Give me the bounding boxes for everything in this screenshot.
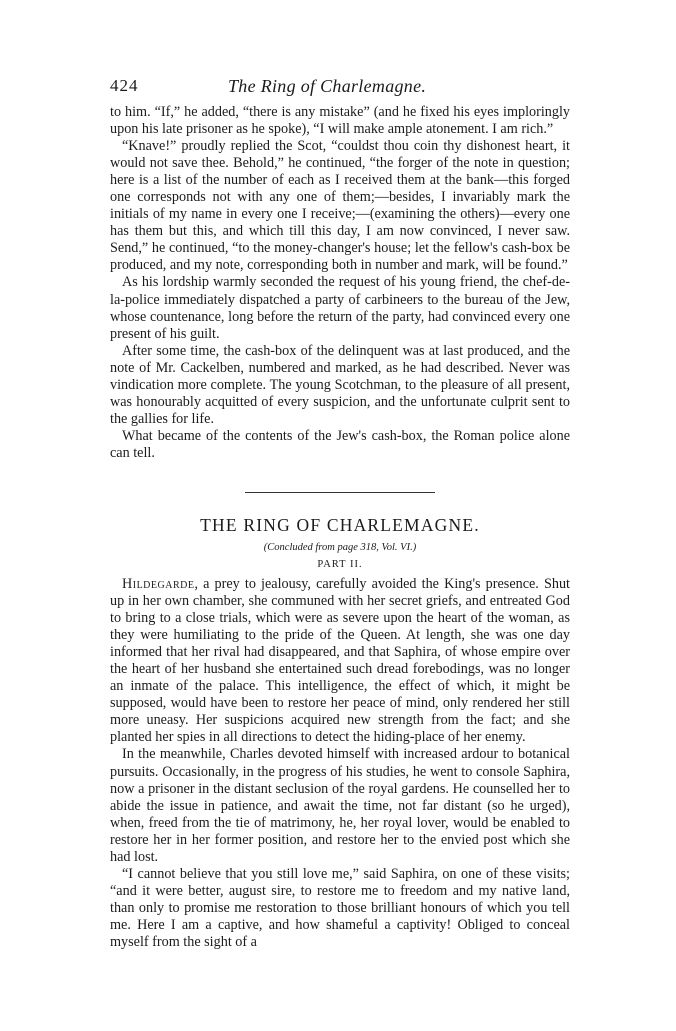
- chapter-text: [110, 576, 570, 951]
- continuation-note: (Concluded from page 318, Vol. VI.): [263, 541, 417, 553]
- paragraph-text: , a prey to jealousy, carefully avoided the King's presence. Shut up in her own chamber, she communed with her secret griefs, and entreated God to bring to a close trials, which were as severe upon the heart of the woman, as they were humiliating to the pride of the Queen. At length, she was one day informed that her rival had disappeared, and that Saphira, of whose empire over the heart of her husband she entertained such dread forebodings, was no longer an inmate of the palace. This intelligence, the effect of which, it might be supposed, would have been to restore her peace of mind, only rendered her still more uneasy. Her suspicions acquired new strength from the fact; and she planted her spies in all directions to detect the hiding-place of her enemy.: [110, 575, 570, 746]
- paragraph: What became of the contents of the Jew's cash-box, the Roman police alone can tell.: [110, 427, 570, 461]
- page-header: [110, 76, 570, 104]
- part-heading: PART II.: [317, 558, 363, 570]
- paragraph: “I cannot believe that you still love me,” said Saphira, on one of these visits; “and it were better, august sire, to restore me to freedom and my native land, than only to promise me restoration to those brilliant honours of which you tell me. Here I am a captive, and how shameful a captivity! Obliged to conceal myself from the sight of a: [110, 865, 570, 950]
- paragraph: In the meanwhile, Charles devoted himself with increased ardour to botanical pursuits. Occasionally, in the progress of his studies, he went to console Saphira, now a prisoner in the distant seclusion of the royal gardens. He counselled her to abide the issue in patience, and await the time, not far distant (so he urged), when, freed from the tie of matrimony, he, her royal lover, would be enabled to restore her in her former position, and restore her to the envied post which she had lost.: [110, 746, 570, 865]
- book-page: [110, 76, 570, 951]
- paragraph: to him. “If,” he added, “there is any mistake” (and he fixed his eyes imploringly upon his late prisoner as he spoke), “I will make ample atonement. I am rich.”: [110, 104, 570, 138]
- opening-word: Hildegarde: [122, 575, 195, 592]
- section-divider: [245, 492, 435, 493]
- chapter-title: THE RING OF CHARLEMAGNE.: [200, 514, 480, 535]
- page-number: 424: [110, 76, 139, 95]
- previous-story-text: [110, 104, 570, 462]
- running-title: The Ring of Charlemagne.: [228, 76, 427, 96]
- paragraph: “Knave!” proudly replied the Scot, “couldst thou coin thy dishonest heart, it would not save thee. Behold,” he continued, “the forger of the note in question; here is a list of the number of each as I received them at the bank—this forged one corresponds not with any one of them;—besides, I invariably mark the initials of my name in every one I receive;—(examining the others)—every one has them but this, and which till this day, I am now convinced, I never saw. Send,” he continued, “to the money-changer's house; let the fellow's cash-box be produced, and my note, corresponding both in number and mark, will be found.”: [110, 138, 570, 274]
- paragraph: [110, 576, 570, 746]
- paragraph: As his lordship warmly seconded the request of his young friend, the chef-de-la-police immediately dispatched a party of carbineers to the bureau of the Jew, whose countenance, long before the return of the party, had convinced every one present of his guilt.: [110, 274, 570, 342]
- paragraph: After some time, the cash-box of the delinquent was at last produced, and the note of Mr. Cackelben, numbered and marked, as he had described. Never was vindication more complete. The young Scotchman, to the pleasure of all present, was honourably acquitted of every suspicion, and the unfortunate culprit sent to the gallies for life.: [110, 342, 570, 427]
